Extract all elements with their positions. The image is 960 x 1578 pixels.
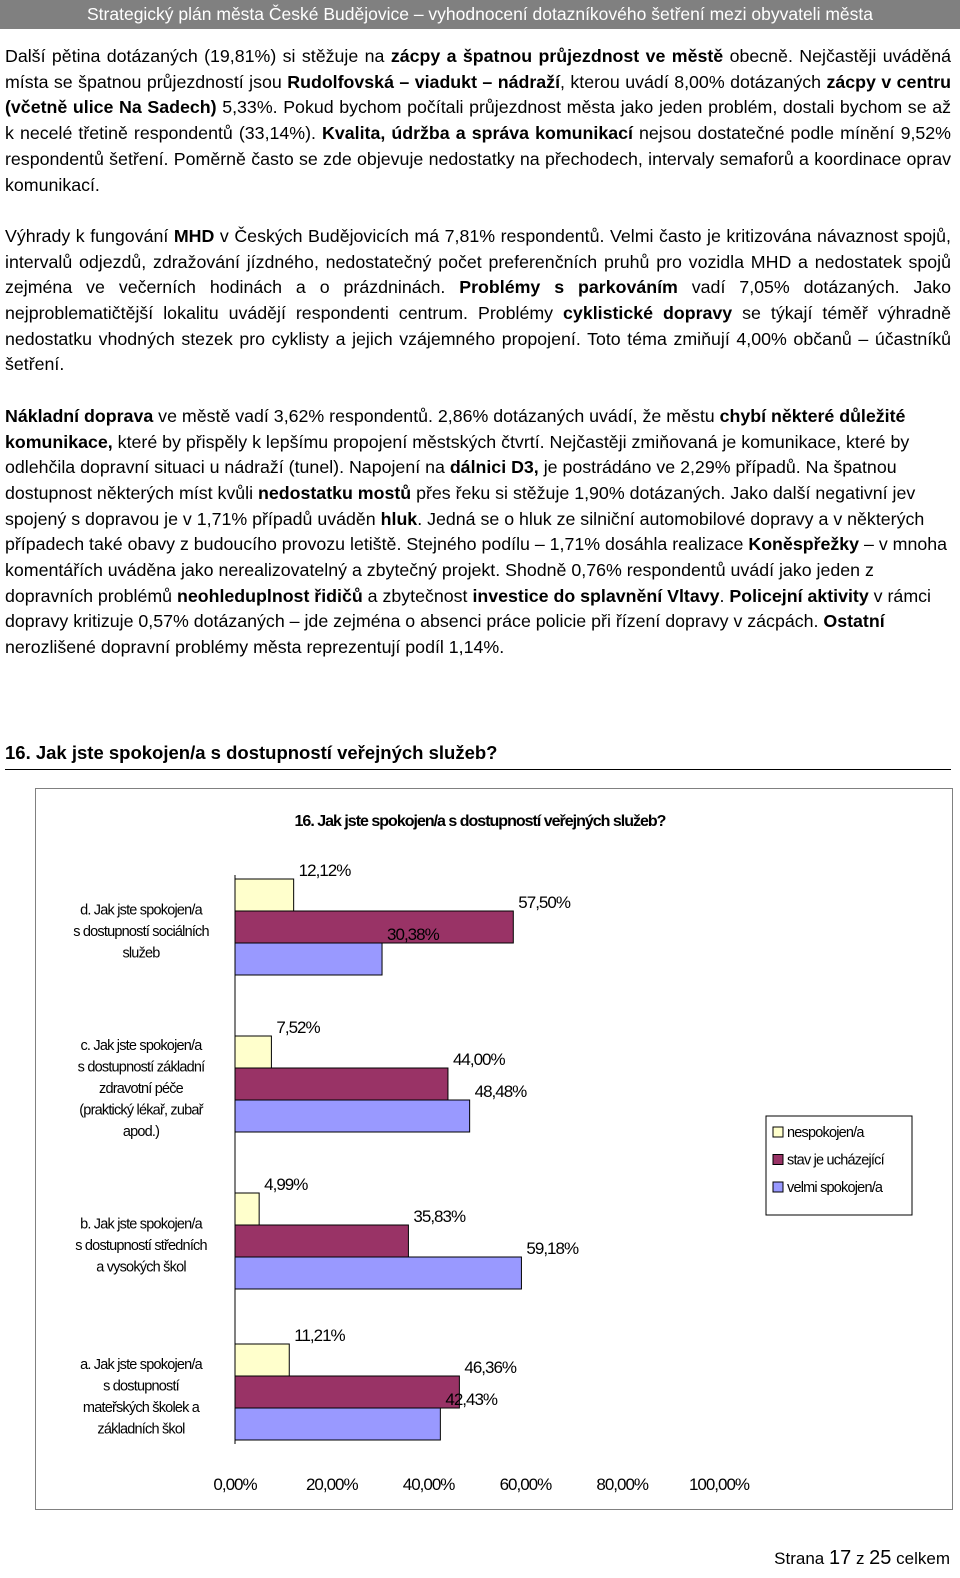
bar-3 xyxy=(235,1408,440,1440)
data-label: 30,38% xyxy=(387,925,439,944)
satisfaction-bar-chart xyxy=(36,789,952,1509)
text-run: ve městě vadí 3,62% respondentů. 2,86% dotázaných uvádí, že městu xyxy=(153,405,720,426)
bar-2 xyxy=(235,1376,459,1408)
text-run: vadí 7,05% dotázaných. Jako nejproblematičtější lokalitu uvádějí respondenti centrum. Problémy xyxy=(5,277,952,324)
footer-mid: z xyxy=(851,1549,870,1568)
bar-1 xyxy=(235,1344,289,1376)
chart-frame xyxy=(35,788,953,1510)
data-label: 42,43% xyxy=(445,1390,498,1409)
x-tick-label: 20,00% xyxy=(305,1475,358,1494)
category-label: s dostupností základní xyxy=(77,1059,205,1076)
legend-swatch-2 xyxy=(773,1155,783,1165)
category-label: a. Jak jste spokojen/a xyxy=(80,1356,202,1373)
category-label: s dostupností středních xyxy=(75,1238,207,1254)
text-run: je postrádáno ve 2,29% případů. Na špatnou dostupnost některých míst kvůli xyxy=(5,457,897,503)
data-label: 11,21% xyxy=(294,1326,345,1345)
legend-swatch-3 xyxy=(773,1182,783,1192)
text-run: – v mnoha komentářích uváděna jako nerealizovatelný a zbytečný projekt. Shodně 0,76% respondentů uvádí jako jeden z dopravních problémů xyxy=(5,534,948,606)
data-label: 57,50% xyxy=(518,893,570,912)
text-run: nerozlišené dopravní problémy města reprezentují podíl 1,14%. xyxy=(5,637,505,658)
category-label: a vysokých škol xyxy=(96,1259,186,1276)
x-tick-label: 60,00% xyxy=(499,1475,552,1494)
bar-2 xyxy=(235,1225,408,1257)
text-run: , kterou uvádí 8,00% dotázaných xyxy=(560,71,827,92)
text-run: hluk xyxy=(380,508,418,529)
category-label: s dostupností sociálních xyxy=(73,924,209,940)
data-label: 7,52% xyxy=(276,1018,320,1037)
x-tick-label: 80,00% xyxy=(596,1475,649,1494)
category-label: s dostupností xyxy=(103,1378,179,1395)
x-tick-label: 100,00% xyxy=(688,1475,750,1494)
text-run: Problémy s parkováním xyxy=(459,277,678,298)
category-label: d. Jak jste spokojen/a xyxy=(80,902,202,919)
category-label: b. Jak jste spokojen/a xyxy=(80,1216,202,1233)
text-run: Koněspřežky xyxy=(748,534,860,555)
text-run: přes řeku si stěžuje 1,90% dotázaných. Jako další negativní jev spojený s dopravou je v 1,71% případů uváděn xyxy=(5,482,916,529)
text-run: zácpy v centru (včetně ulice Na Sadech) xyxy=(5,71,952,118)
category-label: (praktický lékař, zubař xyxy=(79,1102,203,1119)
text-run: v Českých Budějovicích má 7,81% respondentů. Velmi často je kritizována návaznost spojů, intervalů odjezdů, zdražování jízdného, nedostatečný počet preferenčních pruhů pro vozidla MHD a nedostatek spojů zejména ve večerních hodinách a o prázdninách. xyxy=(5,225,951,298)
category-label: zdravotní péče xyxy=(99,1081,183,1097)
x-tick-label: 0,00% xyxy=(213,1475,257,1494)
paragraph-3 xyxy=(5,404,951,661)
page-footer xyxy=(774,1546,950,1571)
text-run: Kvalita, údržba a správa komunikací xyxy=(322,123,633,144)
text-run: dálnici D3, xyxy=(449,457,539,478)
text-run: neohleduplnost řidičů xyxy=(177,585,363,606)
text-run: a zbytečnost xyxy=(362,585,473,606)
legend-swatch-1 xyxy=(773,1127,783,1137)
text-run: Nákladní doprava xyxy=(5,405,154,426)
legend-label: velmi spokojen/a xyxy=(787,1180,883,1196)
bar-2 xyxy=(235,911,513,943)
data-label: 59,18% xyxy=(526,1239,579,1258)
category-label: c. Jak jste spokojen/a xyxy=(80,1038,202,1054)
bar-2 xyxy=(235,1068,448,1100)
data-label: 12,12% xyxy=(298,861,351,880)
category-label: služeb xyxy=(122,945,160,962)
data-label: 44,00% xyxy=(452,1050,505,1069)
text-run: 5,33%. Pokud bychom počítali průjezdnost města jako jeden problém, dostali bychom se až k necelé třetině respondentů (33,14%). xyxy=(5,97,951,144)
data-label: 35,83% xyxy=(413,1207,466,1226)
text-run: Výhrady k fungování xyxy=(5,225,174,246)
text-run: které by přispěly k lepšímu propojení městských čtvrtí. Nejčastěji zmiňovaná je komunikace, které by odlehčila dopravní situaci u nádraží (tunel). Napojení na xyxy=(5,431,910,478)
text-run: zácpy a špatnou průjezdnost ve městě xyxy=(390,46,724,66)
body-text xyxy=(5,44,951,661)
bar-3 xyxy=(235,943,382,975)
text-run: MHD xyxy=(173,225,215,246)
data-label: 46,36% xyxy=(464,1358,517,1377)
text-run: chybí některé důležité komunikace, xyxy=(5,405,906,452)
text-run: . xyxy=(719,585,730,606)
footer-total: 25 xyxy=(869,1547,892,1569)
category-label: základních škol xyxy=(97,1421,185,1438)
paragraph-1 xyxy=(5,44,951,224)
footer-pre: Strana xyxy=(774,1549,829,1568)
text-run: nedostatku mostů xyxy=(258,482,412,503)
legend-label: stav je ucházející xyxy=(787,1152,884,1169)
category-label: apod.) xyxy=(122,1124,160,1140)
text-run: Další pětina dotázaných (19,81%) si stěžuje na xyxy=(5,46,391,66)
text-run: cyklistické dopravy xyxy=(563,303,733,324)
text-run: se týkají téměř výhradně nedostatku vhodných stezek pro cyklisty a jejich vzájemného propojení. Toto téma zmiňují 4,00% občanů – účastníků šetření. xyxy=(5,303,951,375)
bar-3 xyxy=(235,1100,470,1132)
text-run: investice do splavnění Vltavy xyxy=(472,585,720,606)
text-run: . Jedná se o hluk ze silniční automobilové dopravy a v některých případech také obavy z budoucího provozu letiště. Stejného podílu – 1,71% dosáhla realizace xyxy=(5,508,925,555)
category-label: mateřských školek a xyxy=(82,1399,200,1416)
text-run: Ostatní xyxy=(823,611,885,632)
bar-1 xyxy=(235,879,294,911)
text-run: nejsou dostatečné podle mínění 9,52% respondentů šetření. Poměrně často se zde objevuje nedostatky na přechodech, intervaly semaforů a koordinace oprav komunikací. xyxy=(5,123,951,195)
text-run: Policejní aktivity xyxy=(729,585,869,606)
data-label: 48,48% xyxy=(474,1082,527,1101)
chart-title: 16. Jak jste spokojen/a s dostupností veřejných služeb? xyxy=(294,813,666,830)
text-run: v rámci dopravy kritizuje 0,57% dotázaných – jde zejména o absenci práce policie při řízení dopravy v zácpách. xyxy=(5,585,931,632)
text-run: obecně. Nejčastěji uváděná místa se špatnou průjezdností jsou xyxy=(5,46,951,92)
footer-page: 17 xyxy=(828,1547,852,1569)
legend-label: nespokojen/a xyxy=(787,1125,864,1141)
data-label: 4,99% xyxy=(264,1175,308,1194)
document-header: Strategický plán města České Budějovice – vyhodnocení dotazníkového šetření mezi obyvateli města xyxy=(0,0,960,29)
footer-post: celkem xyxy=(891,1549,950,1568)
bar-1 xyxy=(235,1036,271,1068)
bar-1 xyxy=(235,1193,259,1225)
x-tick-label: 40,00% xyxy=(402,1475,455,1494)
bar-3 xyxy=(235,1257,521,1289)
question-heading: 16. Jak jste spokojen/a s dostupností veřejných služeb? xyxy=(5,740,951,770)
text-run: Rudolfovská – viadukt – nádraží xyxy=(287,71,561,92)
paragraph-2 xyxy=(5,224,951,404)
